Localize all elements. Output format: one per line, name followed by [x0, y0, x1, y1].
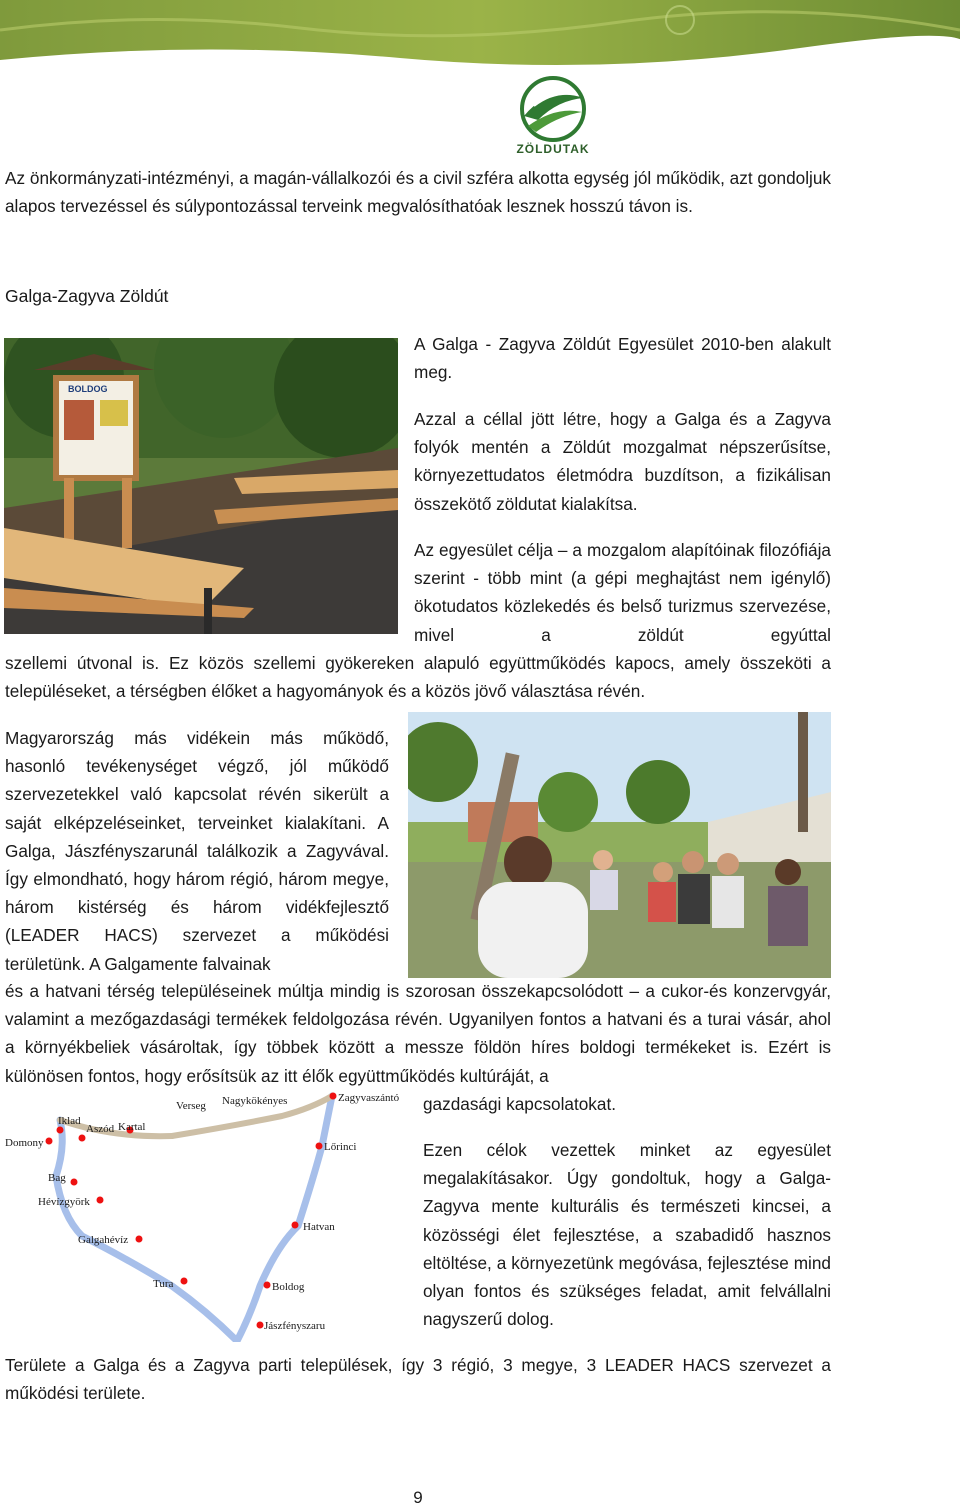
banner-landscape-image — [0, 0, 960, 78]
leaf-logo-icon — [508, 76, 598, 142]
map-label-hatvan: Hatvan — [303, 1221, 335, 1233]
goal-paragraph-full: szellemi útvonal is. Ez közös szellemi gyökereken alapuló együttműködés kapocs, amely összeköti a településeket, a térségben élőket a hagyományok és a közös jövő választása révén. — [5, 653, 831, 702]
map-label-zagyvaszanto: Zagyvaszántó — [338, 1092, 400, 1104]
map-label-domony: Domony — [5, 1137, 44, 1149]
history-paragraph-tail: gazdasági kapcsolatokat. — [423, 1094, 617, 1114]
intro-paragraph: Az önkormányzati-intézményi, a magán-vállalkozói és a civil szféra alkotta egység jól működik, azt gondoljuk alapos tervezéssel és súlypontozással terveink megvalósíthatóak lesznek hosszú távon is. — [5, 168, 831, 217]
map-label-galgaheviz: Galgahévíz — [78, 1234, 129, 1246]
map-label-bag: Bag — [48, 1172, 66, 1184]
map-label-hevizgyork: Hévízgyörk — [38, 1196, 90, 1208]
zoldutak-logo — [508, 76, 598, 160]
community-meeting-photo — [408, 712, 831, 978]
map-label-tura: Tura — [153, 1278, 174, 1290]
motivation-paragraph: Ezen célok vezettek minket az egyesület megalakításakor. Úgy gondoltuk, hogy a Galga-Zagyva mente kulturális és természeti kincsei, a közösségi élet fejlesztése, a szabadidő hasznos eltöltése, a környezetünk megóvása, fejlesztése mind olyan fontos és szükséges feladat, amit felvállalni nagyszerű dolog. — [423, 1140, 831, 1330]
section-title: Galga-Zagyva Zöldút — [5, 286, 169, 306]
header-banner — [0, 0, 960, 78]
founding-paragraph: A Galga - Zagyva Zöldút Egyesület 2010-ben alakult meg. — [414, 334, 831, 383]
route-map-image — [2, 1086, 422, 1342]
area-paragraph: Területe a Galga és a Zagyva parti települések, így 3 régió, 3 megye, 3 LEADER HACS szervezet a működési területe. — [5, 1355, 831, 1404]
map-label-kartal: Kartal — [118, 1121, 146, 1133]
map-label-boldog: Boldog — [272, 1281, 305, 1293]
map-label-verseg: Verseg — [176, 1100, 206, 1112]
picnic-photo-image — [4, 338, 398, 634]
meeting-photo-image — [408, 712, 831, 978]
map-label-iklad: Iklad — [58, 1115, 81, 1127]
picnic-area-photo — [4, 338, 398, 634]
map-label-nagykokenyes: Nagykökényes — [222, 1095, 288, 1107]
goal-paragraph-side: Az egyesület célja – a mozgalom alapítóinak filozófiája szerint - több mint (a gépi meghajtást nem igénylő) ökotudatos közlekedés és belső turizmus szervezése, mivel a zöldút egyúttal — [414, 540, 831, 645]
map-label-jaszfenyszaru: Jászfényszaru — [264, 1320, 326, 1332]
purpose-paragraph: Azzal a céllal jött létre, hogy a Galga és a Zagyva folyók mentén a Zöldút mozgalmat népszerűsítse, környezettudatos életmódra buzdítson, a fizikálisan összekötő zöldutat kialakítsa. — [414, 409, 831, 514]
galga-zagyva-route-map — [2, 1086, 422, 1342]
network-paragraph-side: Magyarország más vidékein más működő, hasonló tevékenységet végző, jól működő szervezetekkel való kapcsolat révén sikerült a saját elképzeléseinket, terveinket kialakítani. A Galga, Jászfényszarunál találkozik a Zagyvával. Így elmondható, hogy három régió, három megye, három kistérség és három vidékfejlesztő (LEADER HACS) szervezet a működési területünk. A Galgamente falvainak — [5, 728, 389, 974]
logo-text: ZÖLDUTAK — [516, 142, 590, 156]
map-label-lorinci: Lőrinci — [324, 1141, 357, 1153]
sign-title: BOLDOG — [68, 384, 108, 394]
history-paragraph-full: és a hatvani térség településeinek múltja mindig is szorosan összekapcsolódott – a cukor-és konzervgyár, valamint a mezőgazdasági termékek feldolgozása révén. Ugyanilyen fontos a hatvani és a turai vásár, ahol a környékbeliek vásároltak, így többek között a messze földön híres boldogi termékeket is. Ezért is különösen fontos, hogy erősítsük az itt élők együttműködés kultúráját, a — [5, 981, 831, 1086]
page-number: 9 — [413, 1488, 423, 1507]
map-label-aszod: Aszód — [86, 1123, 115, 1135]
